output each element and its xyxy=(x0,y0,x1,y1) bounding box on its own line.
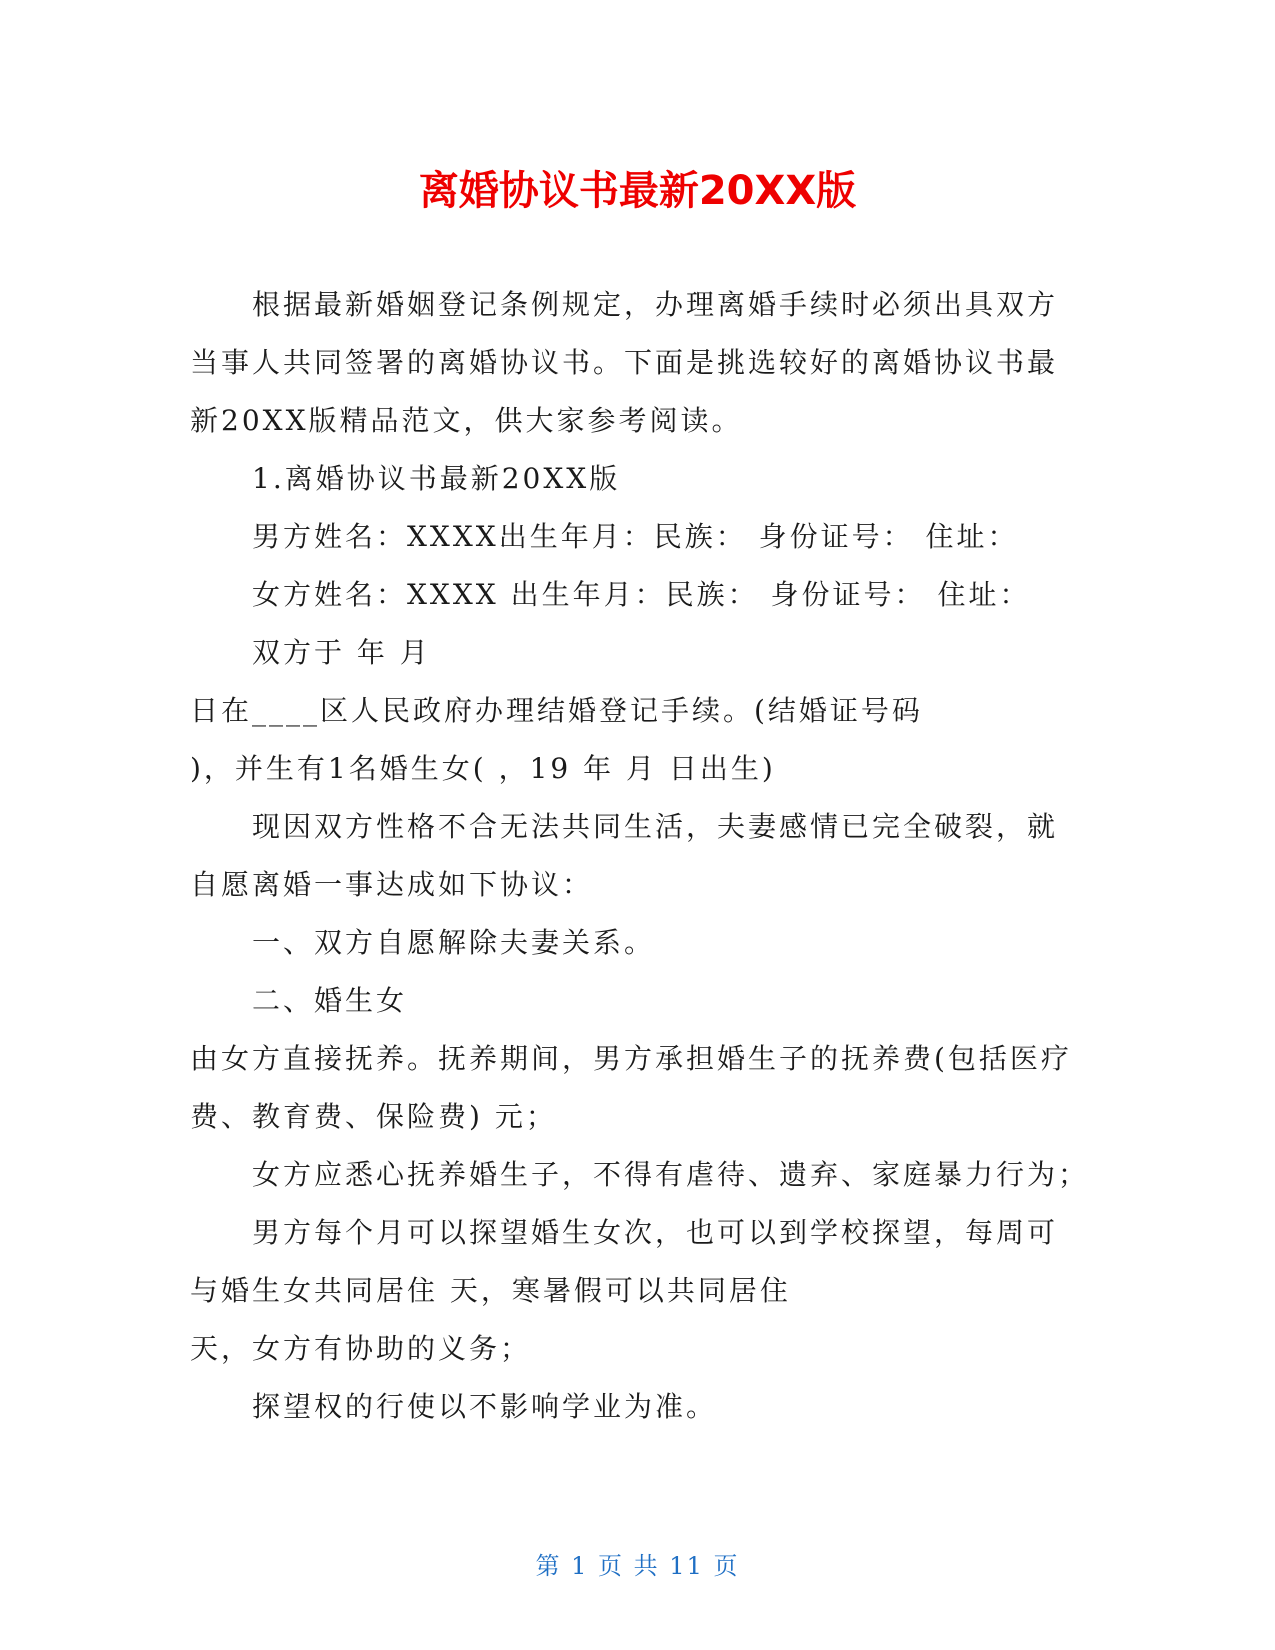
page-number-footer: 第 1 页 共 11 页 xyxy=(535,1552,740,1580)
paragraph-line: 由女方直接抚养。抚养期间，男方承担婚生子的抚养费(包括医疗 xyxy=(190,1042,1072,1075)
document-title: 离婚协议书最新20XX版 xyxy=(418,168,857,214)
paragraph-line: 费、教育费、保险费) 元； xyxy=(190,1100,557,1133)
paragraph-line: 男方每个月可以探望婚生女次，也可以到学校探望，每周可 xyxy=(252,1216,1059,1249)
paragraph-line: 日在____区人民政府办理结婚登记手续。(结婚证号码 xyxy=(190,694,923,727)
clause-line: 二、婚生女 xyxy=(252,984,408,1017)
paragraph-line: 天，女方有协助的义务； xyxy=(190,1332,532,1365)
paragraph-line: 探望权的行使以不影响学业为准。 xyxy=(252,1390,718,1423)
paragraph-line: 现因双方性格不合无法共同生活，夫妻感情已完全破裂，就 xyxy=(252,810,1059,843)
clause-line: 一、双方自愿解除夫妻关系。 xyxy=(252,926,656,959)
paragraph-line: 当事人共同签署的离婚协议书。下面是挑选较好的离婚协议书最 xyxy=(190,346,1059,379)
paragraph-line: 新20XX版精品范文，供大家参考阅读。 xyxy=(190,404,743,437)
paragraph-line: 女方姓名：XXXX 出生年月：民族： 身份证号： 住址： xyxy=(252,578,1031,611)
paragraph-line: )，并生有1名婚生女( ，19 年 月 日出生) xyxy=(190,752,776,785)
paragraph-line: 女方应悉心抚养婚生子，不得有虐待、遗弃、家庭暴力行为； xyxy=(252,1158,1090,1191)
section-heading: 1.离婚协议书最新20XX版 xyxy=(252,462,621,495)
paragraph-line: 男方姓名：XXXX出生年月：民族： 身份证号： 住址： xyxy=(252,520,1019,553)
paragraph-line: 自愿离婚一事达成如下协议： xyxy=(190,868,594,901)
paragraph-line: 根据最新婚姻登记条例规定，办理离婚手续时必须出具双方 xyxy=(252,288,1059,321)
paragraph-line: 与婚生女共同居住 天，寒暑假可以共同居住 xyxy=(190,1274,791,1307)
paragraph-line: 双方于 年 月 xyxy=(252,636,431,669)
